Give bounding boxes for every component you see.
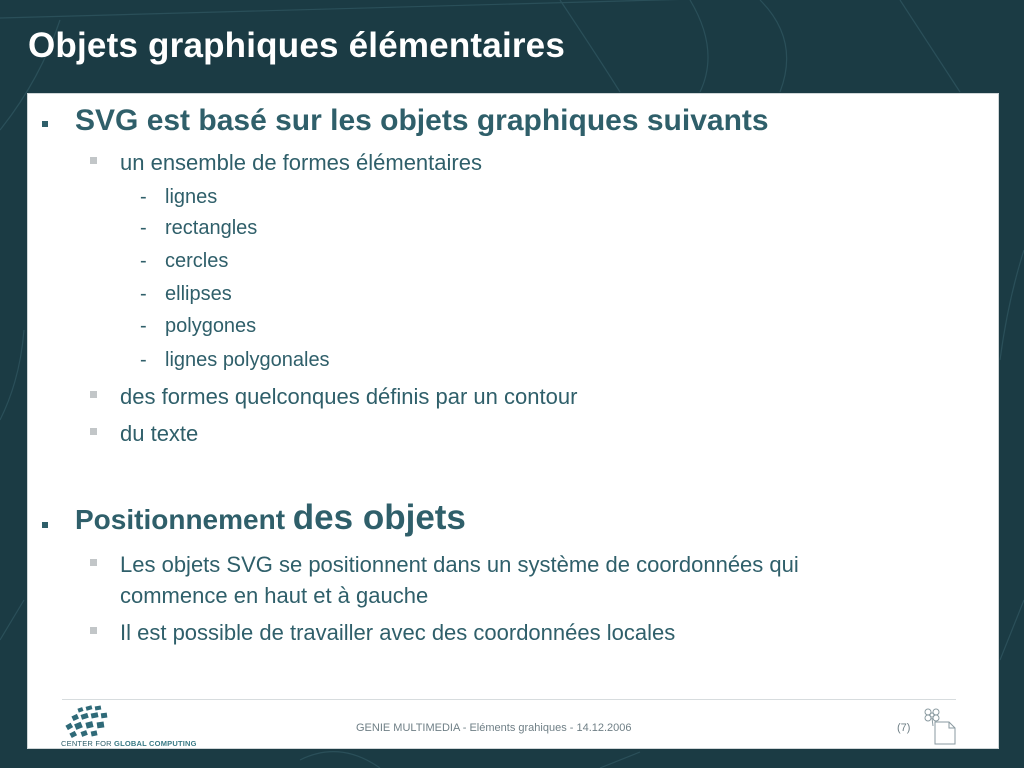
bullet-coordinate-system-line2: commence en haut et à gauche (120, 583, 429, 608)
bullet-square-icon (90, 157, 97, 164)
logo-text-center-for: CENTER FOR (61, 739, 112, 748)
bullet-square-icon (42, 522, 48, 528)
bullet-local-coordinates: Il est possible de travailler avec des coordonnées locales (120, 620, 676, 645)
slide-title: Objets graphiques élémentaires (28, 26, 566, 65)
bullet-square-icon (90, 627, 97, 634)
bullet-square-icon (42, 121, 48, 127)
heading-part-positioning: Positionnement (75, 504, 286, 535)
shape-item: rectangles (165, 217, 258, 239)
bullet-square-icon (90, 559, 97, 566)
logo-text-global-computing: GLOBAL COMPUTING (114, 739, 197, 748)
bullet-coordinate-system-line1: Les objets SVG se positionnent dans un système de coordonnées qui (120, 552, 799, 577)
bullet-arbitrary-shapes: des formes quelconques définis par un contour (120, 384, 578, 409)
dash-icon: - (140, 283, 147, 305)
bullet-square-icon (90, 391, 97, 398)
dash-icon: - (140, 250, 147, 272)
dash-icon: - (140, 315, 147, 337)
page-number: (7) (897, 722, 911, 734)
shape-item: lignes polygonales (165, 349, 330, 371)
bullet-square-icon (90, 428, 97, 435)
heading-part-objects: des objets (292, 498, 466, 537)
shape-item: cercles (165, 250, 229, 272)
bullet-text: du texte (120, 421, 199, 446)
footer-divider (62, 699, 956, 700)
shape-item: polygones (165, 315, 257, 337)
section-heading-svg-objects: SVG est basé sur les objets graphiques suivants (75, 104, 769, 137)
section-heading-positioning (75, 498, 466, 538)
shape-item: ellipses (165, 283, 232, 305)
flower-page-icon (921, 706, 959, 746)
slide-content (27, 93, 999, 749)
bullet-elementary-shapes: un ensemble de formes élémentaires (120, 150, 482, 175)
dash-icon: - (140, 217, 147, 239)
shape-item: lignes (165, 186, 218, 208)
logo-caption (61, 739, 197, 748)
dash-icon: - (140, 349, 147, 371)
dash-icon: - (140, 186, 147, 208)
footer-text: GENIE MULTIMEDIA - Eléments grahiques - 14.12.2006 (356, 722, 632, 734)
